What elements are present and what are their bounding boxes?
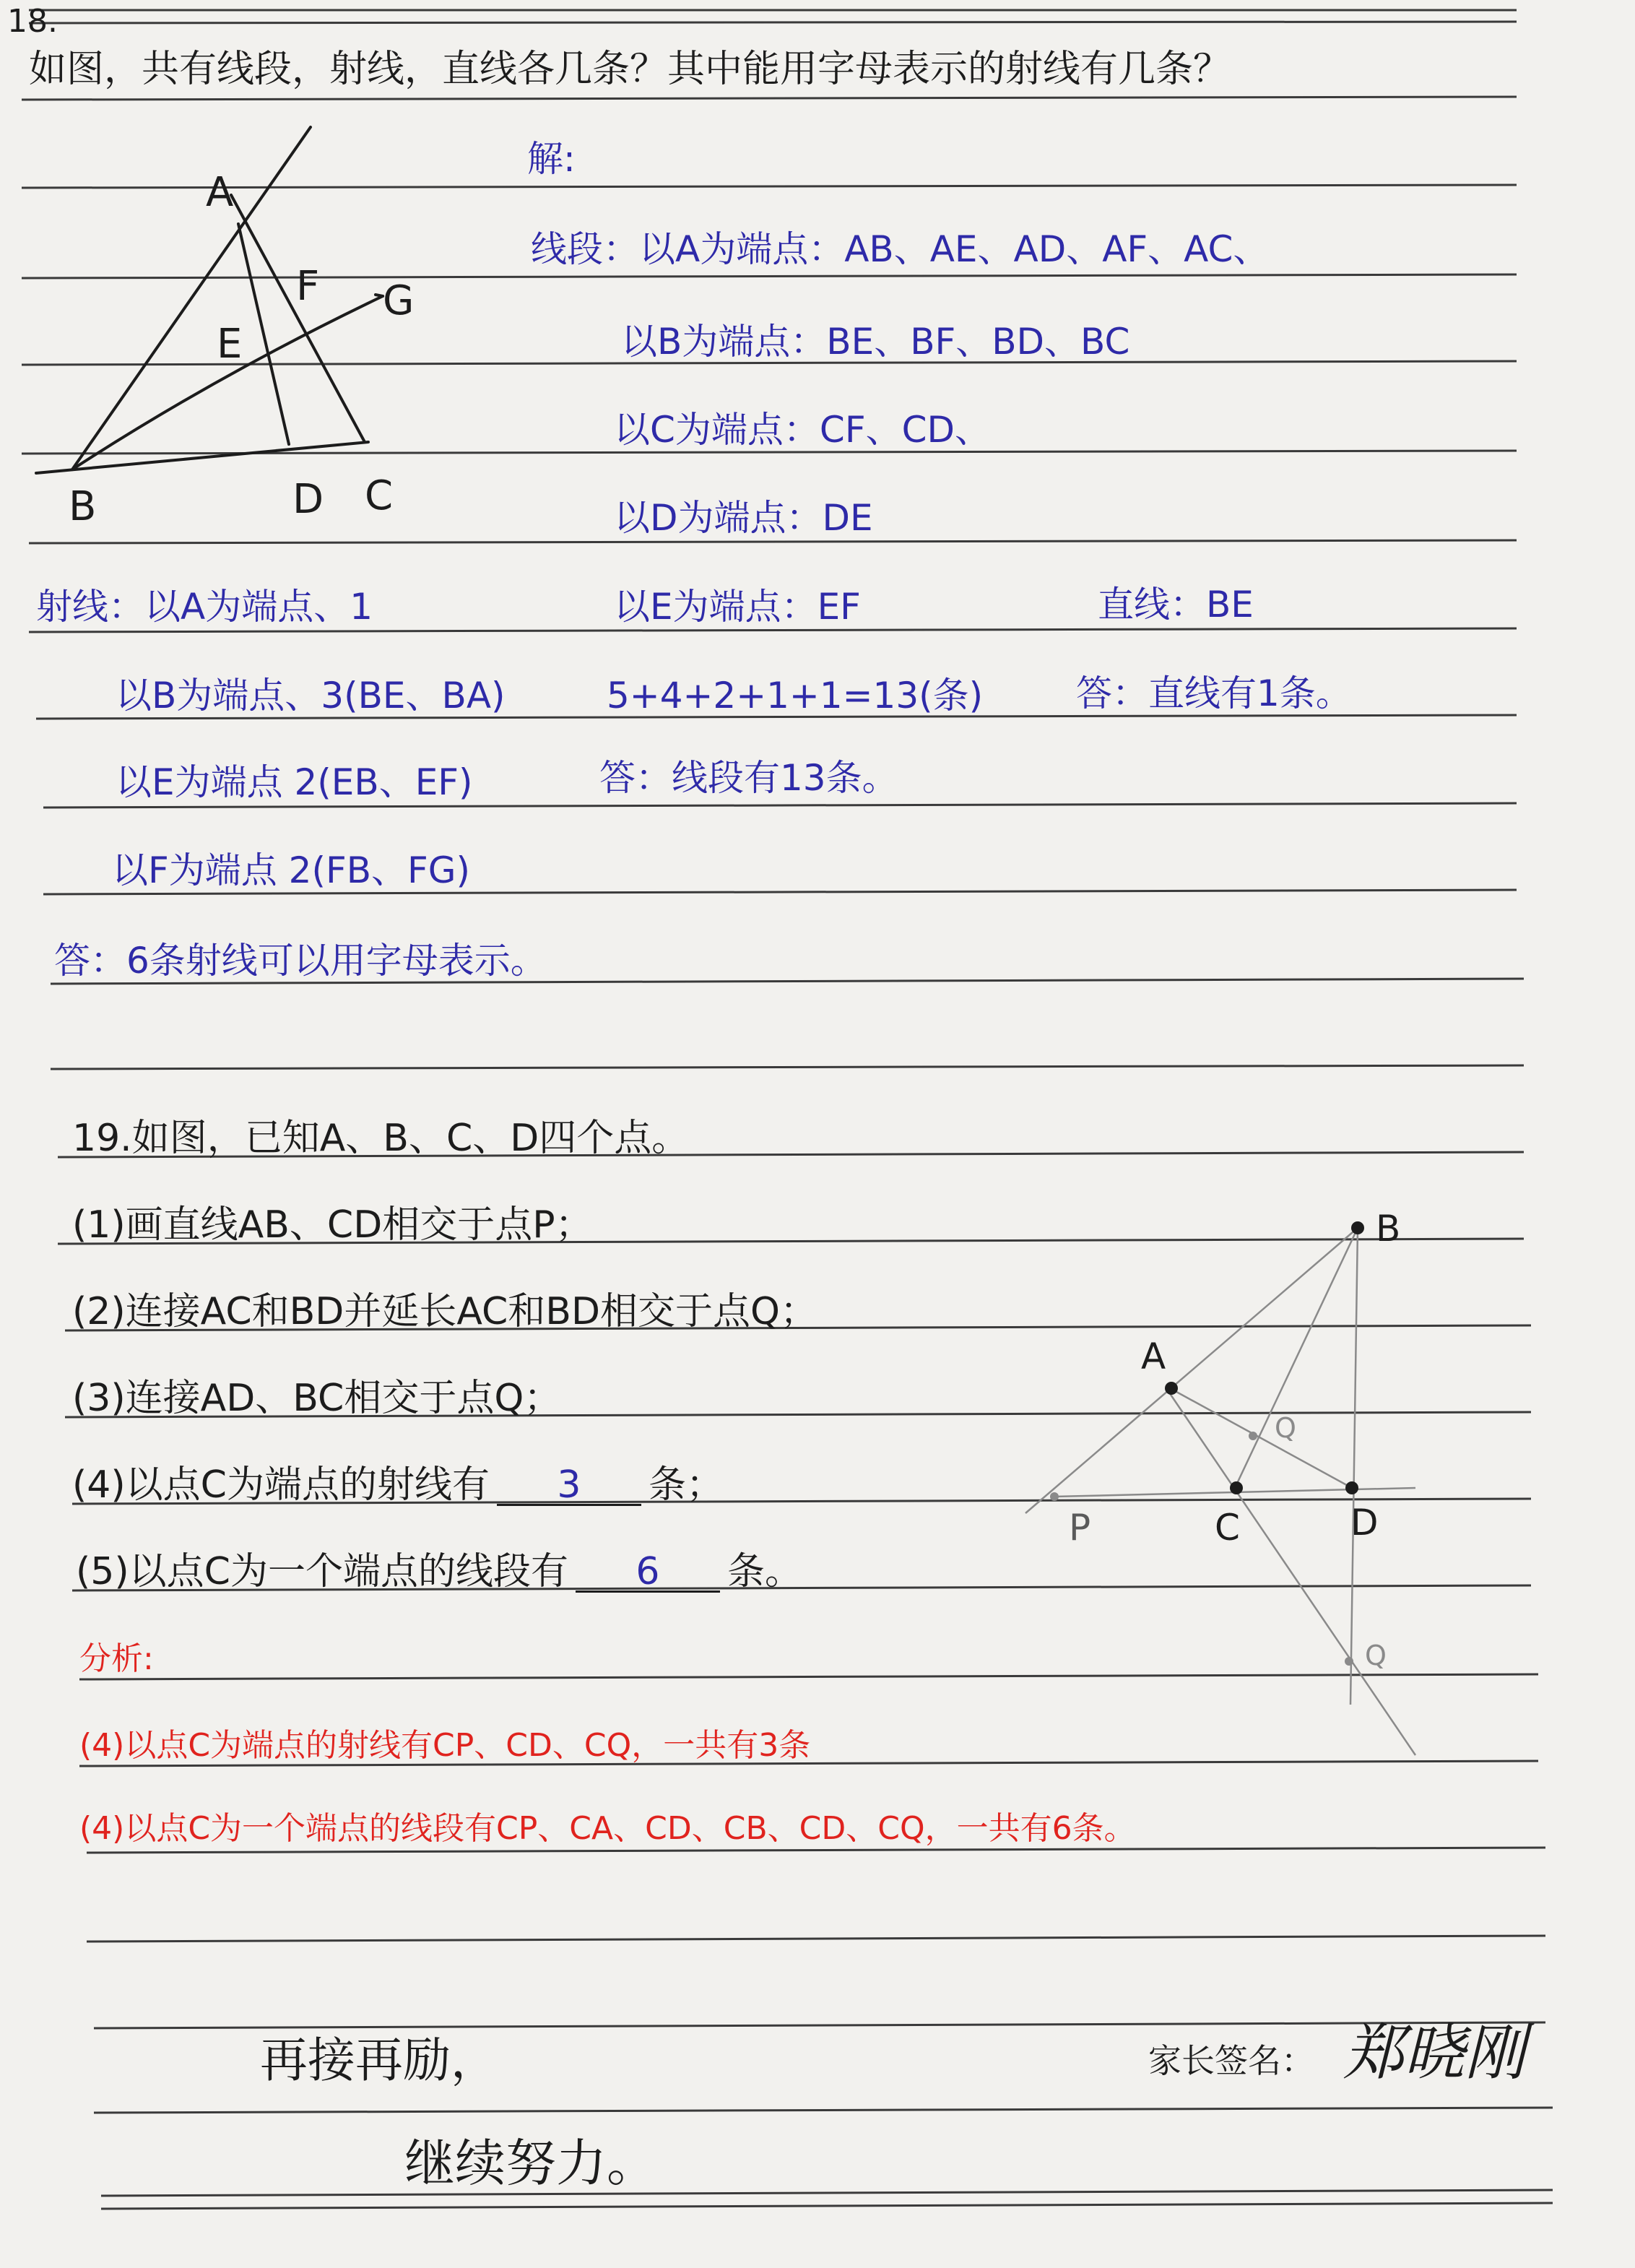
fig18-label-b: B (69, 483, 97, 530)
step-4-answer: 3 (557, 1463, 581, 1507)
answer-lines: 答：直线有1条。 (1076, 672, 1352, 714)
segments-from-c: 以C为端点：CF、CD、 (614, 409, 991, 451)
answer-rays: 答：6条射线可以用字母表示。 (54, 940, 547, 982)
answer-segments: 答：线段有13条。 (599, 757, 898, 799)
segment-ad (1170, 1388, 1352, 1488)
analysis-heading: 分析: (79, 1640, 154, 1677)
line-bc (1235, 1228, 1358, 1488)
step-5-prefix: (5)以点C为一个端点的线段有 (76, 1550, 568, 1593)
segments-from-d: 以D为端点：DE (614, 497, 873, 539)
step-4-answer-blank (497, 1463, 641, 1507)
step-5-answer: 6 (636, 1550, 660, 1593)
step-4-prefix: (4)以点C为端点的射线有 (72, 1463, 490, 1507)
point-a (1165, 1382, 1178, 1395)
point-q-lower (1345, 1657, 1353, 1666)
segment-b-a (72, 127, 311, 469)
rays-from-b: 以B为端点、3(BE、BA) (116, 675, 506, 717)
fig19-label-d: D (1350, 1502, 1379, 1544)
step-4-suffix: 条； (648, 1463, 724, 1507)
fig19-label-q-lower: Q (1365, 1640, 1387, 1671)
rays-from-f: 以F为端点 2(FB、FG) (112, 849, 471, 891)
problem-19-step-5 (76, 1550, 802, 1593)
ray-head-g (376, 295, 383, 296)
rays-from-e: 以E为端点 2(EB、EF) (116, 761, 473, 803)
fig19-label-a: A (1141, 1336, 1166, 1377)
segment-sum: 5+4+2+1+1=13(条) (607, 675, 984, 717)
fig18-label-c: C (365, 472, 394, 519)
segment-b-c (36, 442, 368, 473)
segments-from-b: 以B为端点：BE、BF、BD、BC (621, 321, 1130, 363)
point-c (1230, 1481, 1243, 1494)
step-5-answer-blank (576, 1550, 720, 1593)
line-ab (1025, 1228, 1358, 1513)
parent-signature: 郑晓刚 (1343, 2017, 1526, 2088)
fig19-label-q-upper: Q (1275, 1412, 1296, 1444)
rays-from-a: 射线：以A为端点、1 (36, 586, 373, 628)
fig18-label-a: A (206, 169, 234, 216)
line-bd (1350, 1228, 1358, 1705)
problem-19-step-4 (72, 1463, 724, 1507)
fig19-label-c: C (1215, 1507, 1240, 1549)
fig18-label-e: E (217, 321, 243, 368)
parent-signature-label: 家长签名： (1148, 2041, 1314, 2080)
segments-from-a: 线段：以A为端点：AB、AE、AD、AF、AC、 (531, 228, 1270, 270)
figure-18-diagram (0, 108, 506, 556)
step-5-suffix: 条。 (727, 1550, 802, 1593)
encouragement-line-2: 继续努力。 (404, 2134, 657, 2193)
point-p (1050, 1492, 1059, 1501)
point-b (1351, 1221, 1364, 1234)
fig19-label-b: B (1376, 1208, 1401, 1250)
problem-18-number: 18. (7, 3, 58, 40)
problem-19-title: 19.如图，已知A、B、C、D四个点。 (72, 1117, 690, 1160)
fig18-label-f: F (296, 263, 320, 310)
point-q-upper (1249, 1432, 1257, 1440)
fig18-label-d: D (292, 476, 324, 523)
analysis-step-5: (4)以点C为一个端点的线段有CP、CA、CD、CB、CD、CQ，一共有6条。 (79, 1810, 1136, 1847)
problem-19-step-3: (3)连接AD、BC相交于点Q； (72, 1377, 562, 1420)
lines-count: 直线：BE (1098, 584, 1254, 626)
fig18-label-g: G (383, 277, 415, 324)
segment-a-c (231, 195, 365, 442)
fig19-label-p: P (1069, 1507, 1091, 1549)
problem-18-question: 如图，共有线段，射线，直线各几条？其中能用字母表示的射线有几条？ (29, 48, 1231, 91)
analysis-step-4: (4)以点C为端点的射线有CP、CD、CQ，一共有3条 (79, 1727, 811, 1764)
point-d (1345, 1481, 1358, 1494)
problem-19-step-2: (2)连接AC和BD并延长AC和BD相交于点Q； (72, 1290, 818, 1333)
encouragement-line-1: 再接再励， (260, 2033, 498, 2088)
figure-19-diagram (1011, 1185, 1517, 1813)
solution-heading: 解: (527, 138, 576, 180)
problem-19-step-1: (1)画直线AB、CD相交于点P； (72, 1203, 593, 1247)
segments-from-e: 以E为端点：EF (614, 586, 861, 628)
